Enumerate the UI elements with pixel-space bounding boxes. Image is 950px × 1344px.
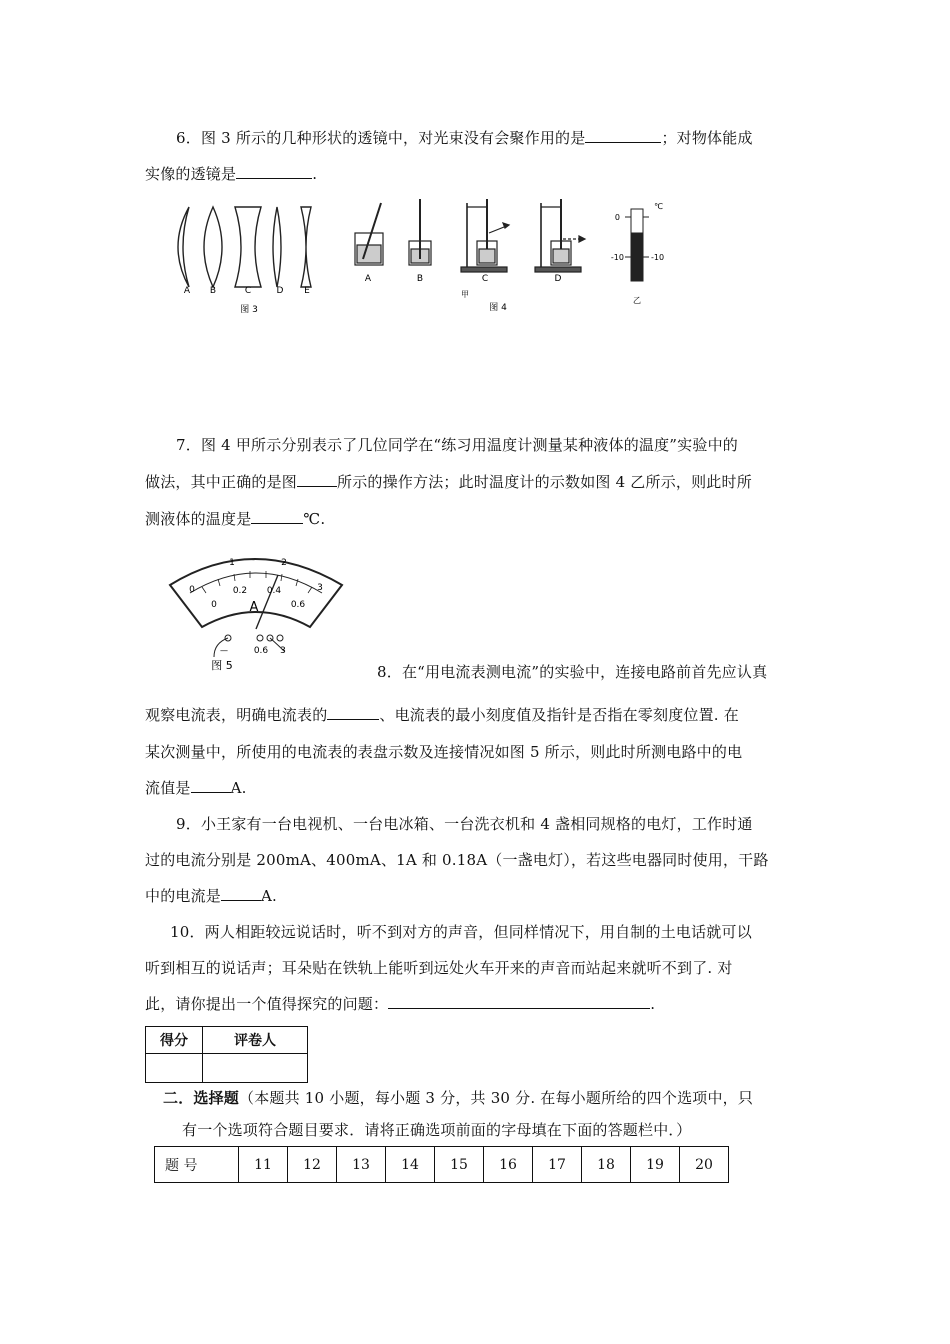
figure-5-ammeter: [162, 545, 362, 675]
bottom-scale-2: 0.4: [266, 586, 282, 596]
fig4-caption: 图 4: [489, 303, 507, 313]
q8-blank-1[interactable]: [327, 705, 379, 720]
fig3-label-e: E: [304, 286, 310, 296]
fig3-label-d: D: [276, 286, 284, 296]
q8-text-2: 、电流表的最小刻度值及指针是否指在零刻度位置. 在: [379, 706, 739, 724]
q10-blank-1[interactable]: [388, 994, 650, 1009]
q7-blank-2[interactable]: [251, 509, 303, 524]
top-scale-3: 3: [317, 583, 323, 593]
q10-line3: [145, 994, 655, 1014]
q6-blank-1[interactable]: [585, 128, 661, 143]
q10-line2: 听到相互的说话声；耳朵贴在铁轨上能听到远处火车开来的声音而站起来就听不到了. 对: [145, 959, 733, 977]
answer-label: 题 号: [155, 1147, 239, 1183]
score-table: [145, 1026, 308, 1083]
bottom-scale-3: 0.6: [290, 600, 306, 610]
terminal-3: 3: [280, 646, 286, 656]
q9-text-1: 中的电流是: [145, 887, 222, 905]
answer-num-18: 18: [582, 1147, 631, 1183]
answer-table: [154, 1146, 729, 1183]
answer-num-17: 17: [533, 1147, 582, 1183]
bottom-scale-1: 0.2: [232, 586, 248, 596]
thermo-unit: ℃: [654, 202, 663, 211]
figure-3-4: [165, 195, 685, 325]
terminal-06: 0.6: [253, 646, 269, 656]
lens-a: [178, 207, 189, 287]
q10-text-1: 此，请你提出一个值得探究的问题：: [145, 995, 389, 1013]
thermo-left: -10: [610, 253, 624, 262]
q7-line1: 7．图 4 甲所示分别表示了几位同学在“练习用温度计测量某种液体的温度”实验中的: [176, 436, 738, 454]
q6-text-1: 6．图 3 所示的几种形状的透镜中，对光束没有会聚作用的是: [176, 129, 586, 147]
q8-text-1: 观察电流表，明确电流表的: [145, 706, 328, 724]
q6-text-4: .: [312, 165, 318, 183]
q7-text-4: ℃.: [303, 510, 326, 528]
q9-line1: 9．小王家有一台电视机、一台电冰箱、一台洗衣机和 4 盏相同规格的电灯，工作时通: [176, 815, 753, 833]
q7-line3: [145, 509, 325, 529]
ammeter-ticks: [202, 571, 312, 593]
fig3-label-c: C: [244, 286, 252, 296]
lens-c: [235, 207, 261, 287]
fig5-caption: 图 5: [211, 659, 233, 672]
q7-text-2: 所示的操作方法；此时温度计的示数如图 4 乙所示，则此时所: [337, 473, 752, 491]
q8-line3: 某次测量中，所使用的电流表的表盘示数及连接情况如图 5 所示，则此时所测电路中的电: [145, 743, 743, 761]
grader-header: 评卷人: [203, 1027, 308, 1054]
thermo-top: 0: [614, 213, 620, 222]
ammeter-face: [170, 559, 342, 627]
q6-blank-2[interactable]: [236, 164, 312, 179]
top-scale-0: 0: [189, 585, 195, 595]
lens-b: [204, 207, 222, 287]
answer-num-20: 20: [680, 1147, 729, 1183]
bottom-scale-0: 0: [211, 600, 217, 610]
answer-num-13: 13: [337, 1147, 386, 1183]
answer-num-15: 15: [435, 1147, 484, 1183]
q10-line1: 10．两人相距较远说话时，听不到对方的声音，但同样情况下，用自制的土电话就可以: [170, 923, 752, 941]
fig4-label-c: C: [481, 274, 489, 284]
ammeter-needle: [256, 575, 278, 629]
beaker-b: [409, 199, 431, 265]
q8-text-3: 流值是: [145, 779, 191, 797]
fig3-label-b: B: [209, 286, 217, 296]
fig4-yi: 乙: [633, 296, 641, 305]
beaker-a: [355, 203, 383, 265]
q9-line2: 过的电流分别是 200mA、400mA、1A 和 0.18A（一盏电灯），若这些电器同时使用，干路: [145, 851, 769, 869]
thermo-right: -10: [651, 253, 665, 262]
q10-text-2: .: [650, 995, 656, 1013]
ammeter-unit: A: [249, 600, 259, 615]
beaker-c: [461, 199, 509, 272]
q7-blank-1[interactable]: [297, 472, 337, 487]
top-scale-2: 2: [281, 558, 287, 568]
fig4-label-d: D: [554, 274, 562, 284]
answer-num-19: 19: [631, 1147, 680, 1183]
q9-blank-1[interactable]: [221, 886, 261, 901]
q6-text-2: ；对物体能成: [661, 129, 753, 147]
score-cell[interactable]: [146, 1054, 203, 1083]
score-header: 得分: [146, 1027, 203, 1054]
top-scale-1: 1: [229, 558, 235, 568]
q7-text-1: 做法，其中正确的是图: [145, 473, 298, 491]
lens-d: [273, 207, 281, 287]
fig3-caption: 图 3: [240, 305, 258, 315]
thermometer: [625, 209, 649, 281]
q8-line1: 8．在“用电流表测电流”的实验中，连接电路前首先应认真: [377, 663, 768, 681]
answer-num-16: 16: [484, 1147, 533, 1183]
lens-e: [301, 207, 311, 287]
q6-line1: [176, 128, 753, 148]
q6-text-3: 实像的透镜是: [145, 165, 237, 183]
fig3-label-a: A: [183, 286, 191, 296]
q9-text-2: A.: [261, 887, 278, 905]
fig4-label-a: A: [364, 274, 372, 284]
fig4-jia: 甲: [461, 290, 469, 299]
q6-line2: [145, 164, 317, 184]
section2-line2: 有一个选项符合题目要求．请将正确选项前面的字母填在下面的答题栏中．）: [182, 1121, 692, 1139]
q8-line4: [145, 778, 247, 798]
q8-text-4: A.: [230, 779, 247, 797]
answer-num-11: 11: [239, 1147, 288, 1183]
beaker-d: [535, 199, 585, 272]
q8-line2: [145, 705, 739, 725]
section2-title: 二．选择题: [163, 1089, 240, 1107]
q7-line2: [145, 472, 752, 492]
fig4-label-b: B: [416, 274, 424, 284]
q7-text-3: 测液体的温度是: [145, 510, 252, 528]
terminal-minus: —: [220, 646, 228, 655]
answer-num-12: 12: [288, 1147, 337, 1183]
section2-line1: [163, 1088, 753, 1108]
q8-blank-2[interactable]: [191, 778, 231, 793]
section2-desc1: （本题共 10 小题，每小题 3 分，共 30 分. 在每小题所给的四个选项中，只: [239, 1089, 754, 1107]
q9-line3: [145, 886, 277, 906]
grader-cell[interactable]: [203, 1054, 308, 1083]
answer-num-14: 14: [386, 1147, 435, 1183]
